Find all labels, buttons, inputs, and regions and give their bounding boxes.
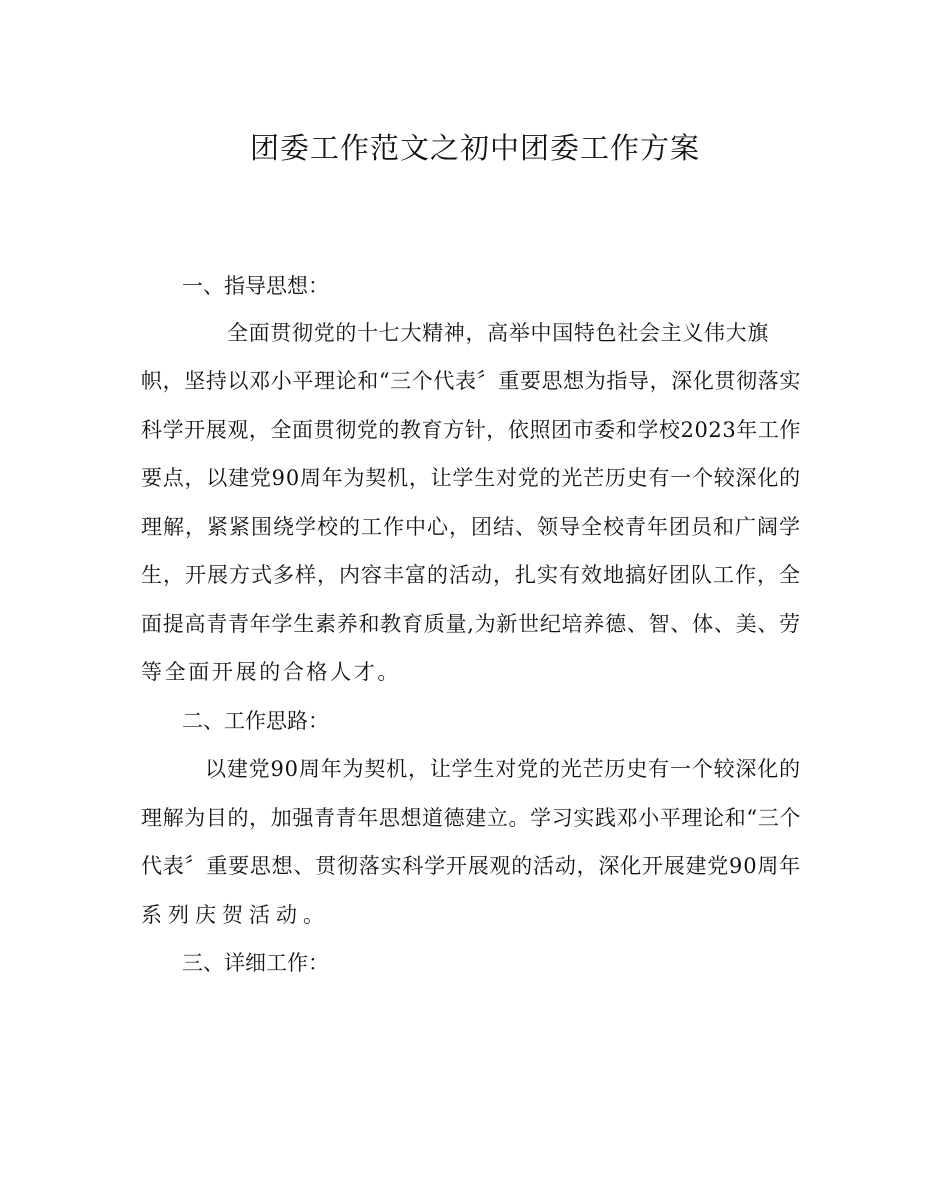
- paragraph-line: 要点，以建党90周年为契机，让学生对党的光芒历史有一个较深化的: [141, 466, 801, 490]
- paragraph-line: 理解为目的，加强青青年思想道德建立。学习实践邓小平理论和“三个: [141, 806, 801, 830]
- paragraph-line: 以建党90周年为契机，让学生对党的光芒历史有一个较深化的: [205, 757, 801, 781]
- paragraph-line: 全面贯彻党的十七大精神，高举中国特色社会主义伟大旗: [227, 321, 769, 345]
- paragraph-line: 系列庆贺活动。: [141, 903, 330, 927]
- paragraph-line: 科学开展观，全面贯彻党的教育方针，依照团市委和学校2023年工作: [141, 418, 802, 442]
- paragraph-line: 帜，坚持以邓小平理论和“三个代表〞重要思想为指导，深化贯彻落实: [141, 369, 801, 393]
- section-heading-detailed-work: 三、详细工作：: [182, 951, 329, 975]
- paragraph-line: 等全面开展的合格人才。: [141, 660, 402, 684]
- document-title: 团委工作范文之初中团委工作方案: [249, 131, 700, 165]
- paragraph-line: 理解，紧紧围绕学校的工作中心，团结、领导全校青年团员和广阔学: [141, 515, 801, 539]
- section-heading-guiding-thought: 一、指导思想：: [182, 274, 329, 298]
- section-heading-work-approach: 二、工作思路：: [182, 709, 329, 733]
- paragraph-line: 生，开展方式多样，内容丰富的活动，扎实有效地搞好团队工作，全: [141, 563, 801, 587]
- paragraph-line: 面提高青青年学生素养和教育质量,为新世纪培养德、智、体、美、劳: [141, 612, 801, 636]
- paragraph-line: 代表〞重要思想、贯彻落实科学开展观的活动，深化开展建党90周年: [141, 854, 801, 878]
